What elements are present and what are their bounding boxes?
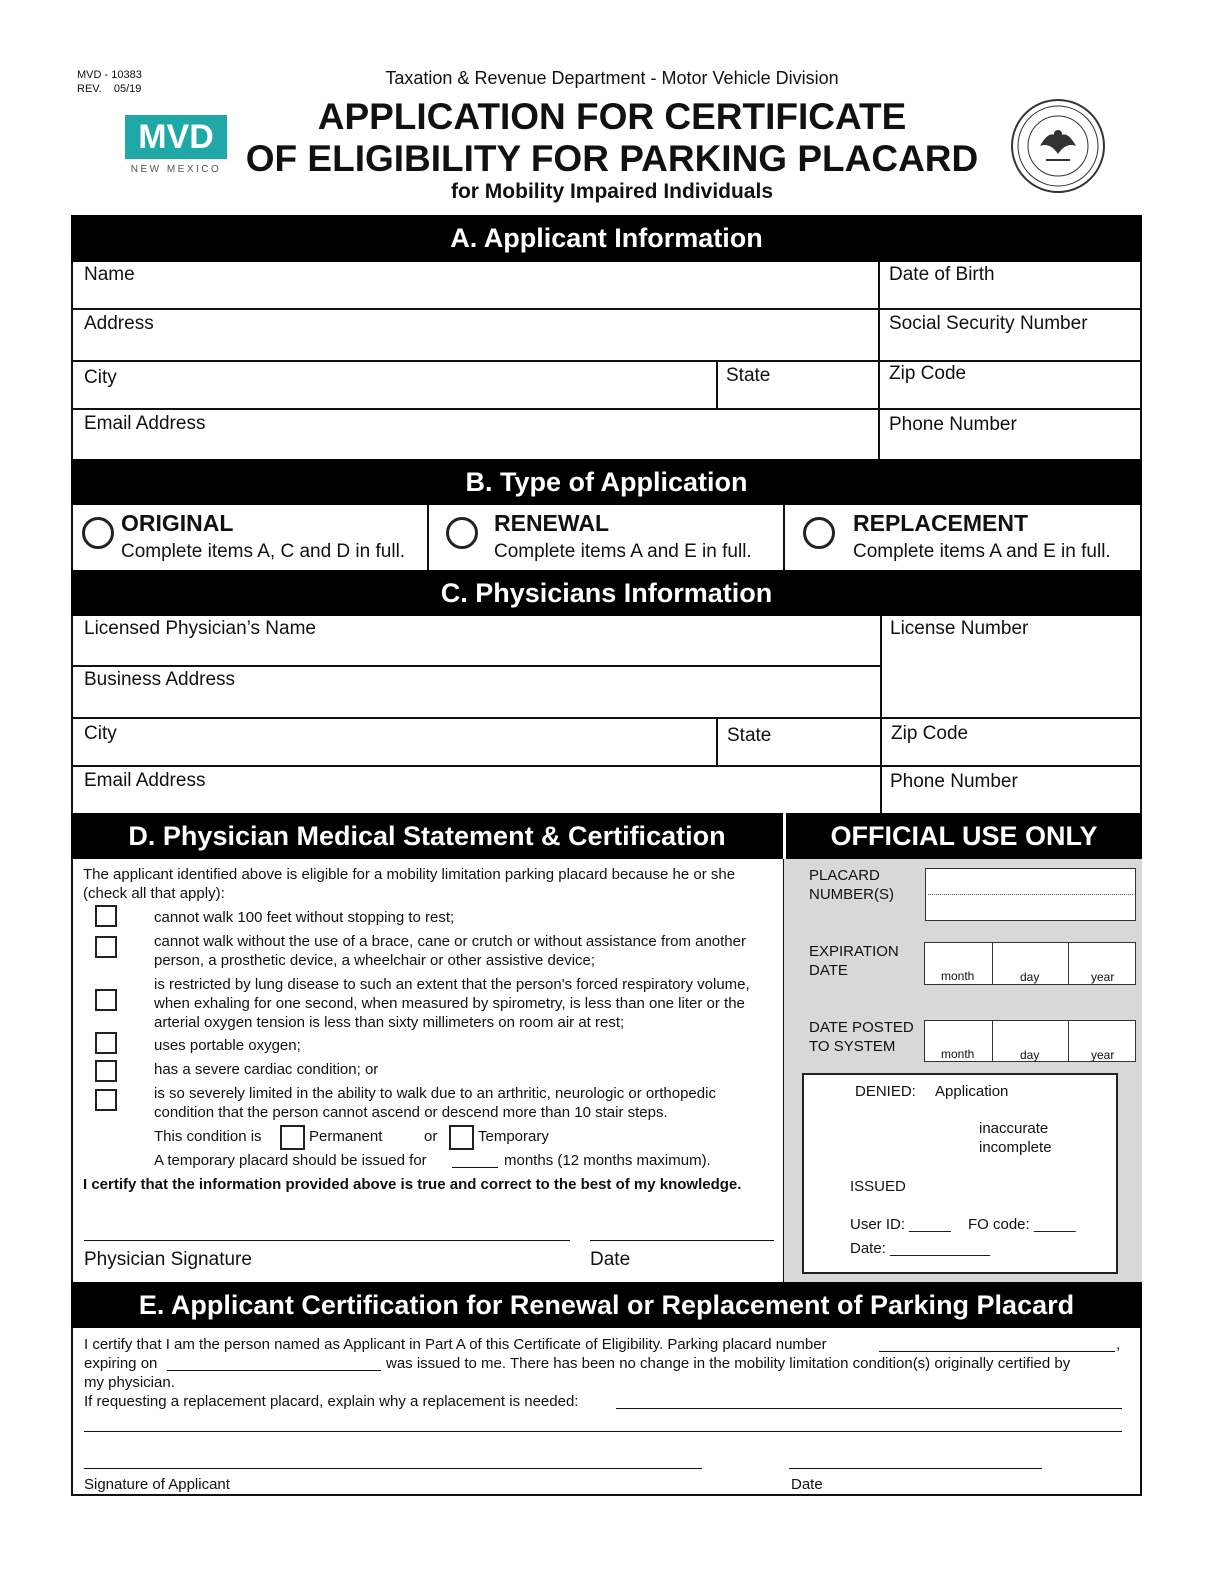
section-e-line2-pre: expiring on	[84, 1355, 158, 1372]
applicant-zip-field[interactable]: Zip Code	[889, 363, 967, 384]
original-radio[interactable]	[82, 517, 114, 549]
fo-code-field[interactable]: FO code: _____	[968, 1216, 1076, 1233]
physician-date-line[interactable]	[590, 1240, 774, 1241]
section-e-line3: my physician.	[84, 1374, 175, 1391]
applicant-date-label: Date	[791, 1476, 823, 1493]
permanent-label: Permanent	[309, 1128, 383, 1145]
expiration-date-box[interactable]	[924, 942, 1136, 985]
condition-1-checkbox[interactable]	[95, 905, 117, 927]
posted-day-label: day	[1020, 1048, 1040, 1062]
form-number: MVD - 10383	[77, 69, 142, 81]
posted-year-label: year	[1091, 1048, 1115, 1062]
replacement-label: REPLACEMENT	[853, 510, 1029, 536]
incomplete-option[interactable]: incomplete	[979, 1139, 1052, 1156]
temporary-checkbox[interactable]	[449, 1125, 474, 1150]
replacement-reason-input[interactable]	[616, 1408, 1122, 1409]
physician-email-field[interactable]: Email Address	[84, 770, 206, 791]
physician-date-label: Date	[590, 1249, 631, 1270]
physician-city-field[interactable]: City	[84, 723, 117, 744]
applicant-state-field[interactable]: State	[726, 365, 771, 386]
physician-state-field[interactable]: State	[727, 725, 772, 746]
posted-month-label: month	[941, 1047, 975, 1061]
condition-3-checkbox[interactable]	[95, 989, 117, 1011]
date-posted-label: DATE POSTED TO SYSTEM	[809, 1019, 914, 1055]
section-c-header: C. Physicians Information	[71, 570, 1142, 616]
condition-6-text: is so severely limited in the ability to walk due to an arthritic, neurologic or orthopedic condition that the person cannot ascend or descend more than 10 stair steps.	[154, 1085, 716, 1121]
section-d-header: D. Physician Medical Statement & Certification	[71, 813, 783, 859]
renewal-label: RENEWAL	[494, 510, 609, 536]
placard-numbers-box[interactable]	[925, 868, 1136, 921]
applicant-signature-label: Signature of Applicant	[84, 1476, 230, 1493]
condition-is-label: This condition is	[154, 1128, 262, 1145]
physician-certify-text: I certify that the information provided above is true and correct to the best of my knowledge.	[83, 1176, 742, 1193]
applicant-signature-line[interactable]	[84, 1468, 702, 1469]
physician-license-field[interactable]: License Number	[890, 618, 1029, 639]
comma: ,	[1116, 1336, 1121, 1353]
exp-year-label: year	[1091, 970, 1115, 984]
state-seal-icon	[1010, 98, 1106, 194]
replacement-desc: Complete items A and E in full.	[853, 541, 1111, 562]
placard-numbers-label: PLACARD NUMBER(S)	[809, 867, 894, 903]
applicant-city-field[interactable]: City	[84, 367, 117, 388]
inaccurate-option[interactable]: inaccurate	[979, 1120, 1049, 1137]
denied-label: DENIED:	[855, 1083, 916, 1100]
temp-placard-pre: A temporary placard should be issued for	[154, 1152, 427, 1169]
user-id-field[interactable]: User ID: _____	[850, 1216, 951, 1233]
exp-day-label: day	[1020, 970, 1040, 984]
condition-5-checkbox[interactable]	[95, 1060, 117, 1082]
mvd-logo: MVD	[125, 115, 227, 159]
section-e-line4: If requesting a replacement placard, explain why a replacement is needed:	[84, 1393, 579, 1410]
expiring-on-input[interactable]	[167, 1370, 381, 1371]
condition-4-text: uses portable oxygen;	[154, 1037, 301, 1054]
physician-name-field[interactable]: Licensed Physician’s Name	[84, 618, 316, 639]
temp-months-input[interactable]	[452, 1167, 498, 1168]
applicant-phone-field[interactable]: Phone Number	[889, 414, 1017, 435]
replacement-radio[interactable]	[803, 517, 835, 549]
replacement-reason-line-2[interactable]	[84, 1431, 1122, 1432]
applicant-email-field[interactable]: Email Address	[84, 413, 206, 434]
section-d-intro: The applicant identified above is eligible for a mobility limitation parking placard because he or she (check all that apply):	[83, 866, 736, 902]
renewal-desc: Complete items A and E in full.	[494, 541, 752, 562]
official-date-field[interactable]: Date: ____________	[850, 1240, 991, 1257]
condition-6-checkbox[interactable]	[95, 1089, 117, 1111]
or-label: or	[424, 1128, 438, 1145]
page-subtitle: for Mobility Impaired Individuals	[450, 180, 774, 203]
title-line-1: APPLICATION FOR CERTIFICATE	[317, 96, 907, 137]
condition-3-text: is restricted by lung disease to such an extent that the person's forced respiratory volume, when exhaling for one second, when measured by spirometry, is less than one liter or the arterial oxygen tension is less than sixty millimeters on room air at rest;	[154, 976, 750, 1031]
temporary-label: Temporary	[478, 1128, 549, 1145]
placard-number-input[interactable]	[879, 1351, 1115, 1352]
physician-phone-field[interactable]: Phone Number	[890, 771, 1018, 792]
title-line-2: OF ELIGIBILITY FOR PARKING PLACARD	[245, 138, 979, 179]
physician-business-address-field[interactable]: Business Address	[84, 669, 236, 690]
expiration-date-label: EXPIRATION DATE	[809, 943, 899, 979]
department-name: Taxation & Revenue Department - Motor Vehicle Division	[385, 68, 839, 88]
issued-option[interactable]: ISSUED	[850, 1178, 906, 1195]
date-posted-box[interactable]	[924, 1020, 1136, 1062]
condition-1-text: cannot walk 100 feet without stopping to rest;	[154, 909, 455, 926]
official-status-box	[802, 1073, 1118, 1274]
condition-2-checkbox[interactable]	[95, 936, 117, 958]
section-b-header: B. Type of Application	[71, 459, 1142, 505]
physician-zip-field[interactable]: Zip Code	[891, 723, 969, 744]
permanent-checkbox[interactable]	[280, 1125, 305, 1150]
original-desc: Complete items A, C and D in full.	[121, 541, 406, 562]
applicant-date-line[interactable]	[789, 1468, 1042, 1469]
renewal-radio[interactable]	[446, 517, 478, 549]
mvd-logo-subtitle: NEW MEXICO	[130, 164, 222, 175]
condition-2-text: cannot walk without the use of a brace, cane or crutch or without assistance from another person, a prosthetic device, a wheelchair or other assistive device;	[154, 933, 746, 969]
application-label: Application	[935, 1083, 1009, 1100]
section-e-line2-post: was issued to me. There has been no change in the mobility limitation condition(s) originally certified by	[386, 1355, 1071, 1372]
physician-signature-label: Physician Signature	[84, 1249, 252, 1270]
temp-placard-post: months (12 months maximum).	[504, 1152, 711, 1169]
section-e-header: E. Applicant Certification for Renewal or Replacement of Parking Placard	[71, 1282, 1142, 1328]
section-e-line1: I certify that I am the person named as Applicant in Part A of this Certificate of Eligibility. Parking placard number	[84, 1336, 827, 1353]
applicant-dob-field[interactable]: Date of Birth	[889, 264, 995, 285]
physician-signature-line[interactable]	[84, 1240, 570, 1241]
condition-4-checkbox[interactable]	[95, 1032, 117, 1054]
official-use-header: OFFICIAL USE ONLY	[786, 813, 1142, 859]
condition-5-text: has a severe cardiac condition; or	[154, 1061, 379, 1078]
form-revision: REV. 05/19	[77, 83, 142, 95]
applicant-address-field[interactable]: Address	[84, 313, 154, 334]
applicant-name-field[interactable]: Name	[84, 264, 135, 285]
original-label: ORIGINAL	[121, 510, 234, 536]
section-a-header: A. Applicant Information	[71, 215, 1142, 262]
exp-month-label: month	[941, 969, 975, 983]
applicant-ssn-field[interactable]: Social Security Number	[889, 313, 1088, 334]
